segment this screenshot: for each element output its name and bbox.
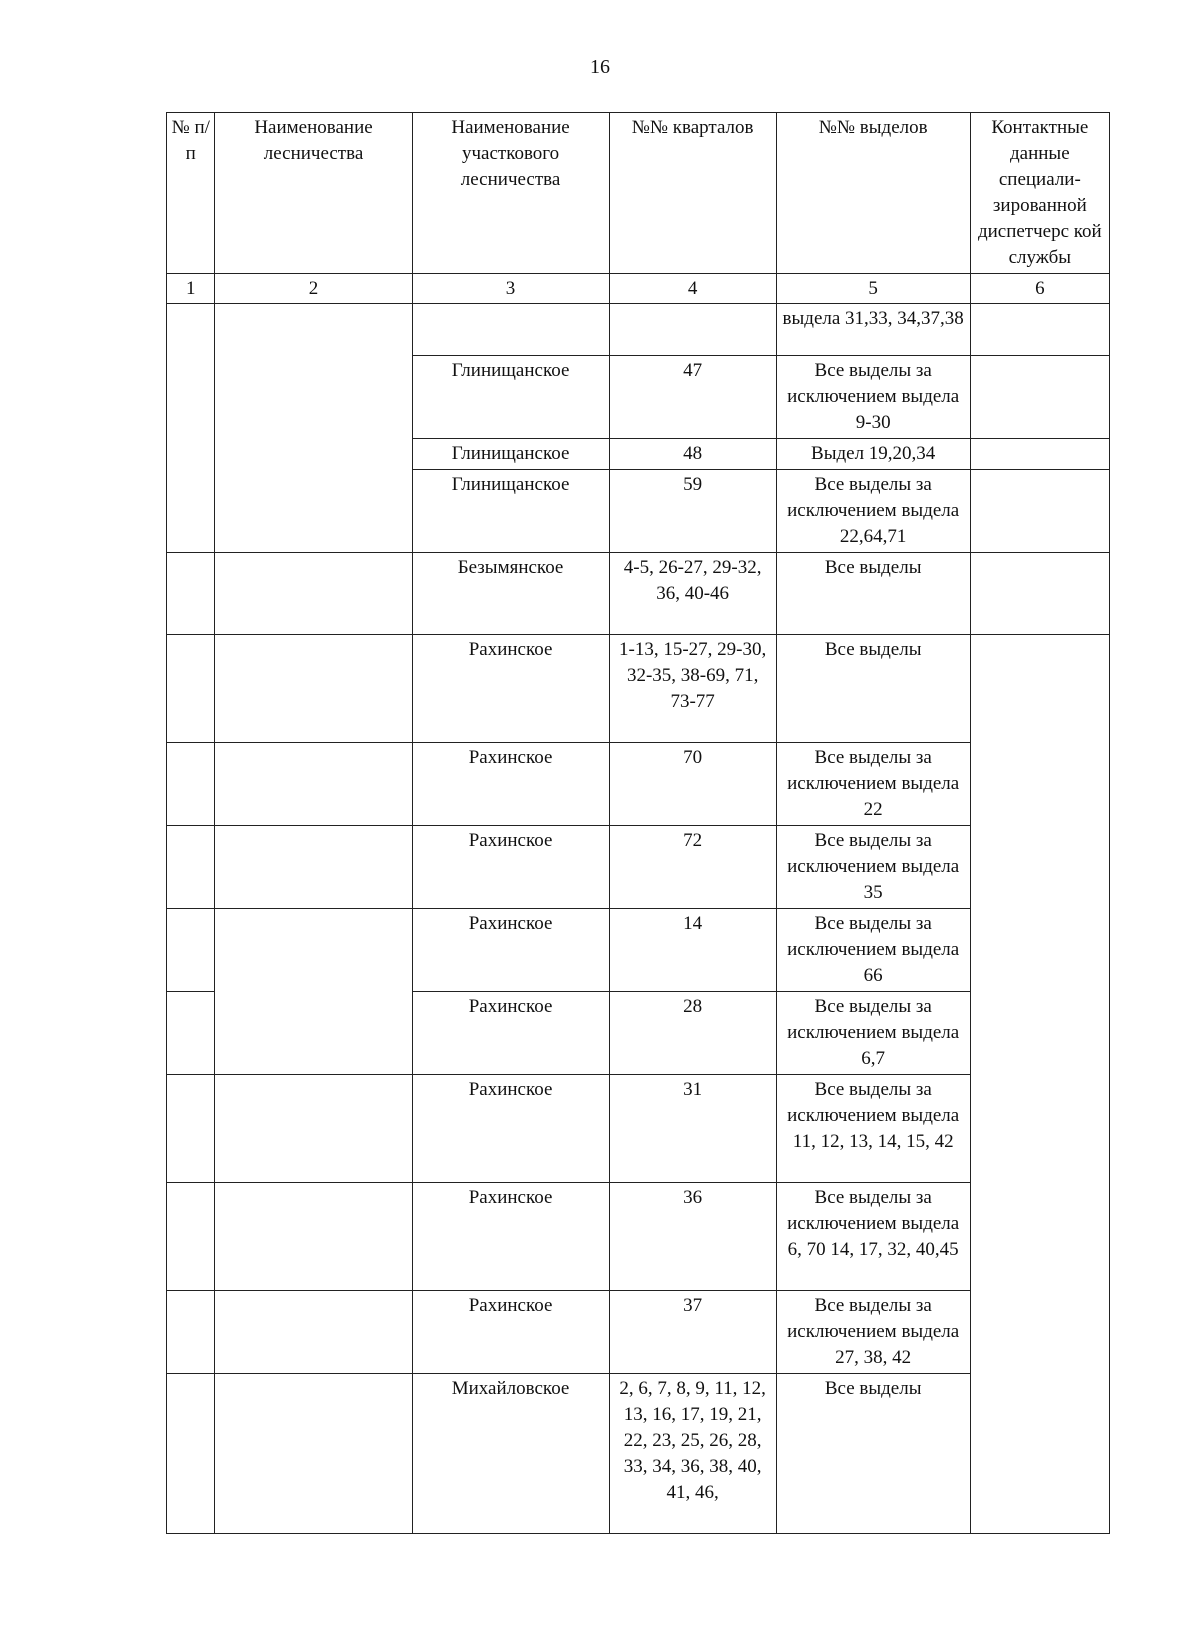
cell-district: Рахинское [412,992,609,1075]
cell-plots: Все выделы за исключением выдела 22 [776,743,970,826]
cell-plots: Все выделы за исключением выдела 27, 38, 42 [776,1291,970,1374]
cell-district: Безымянское [412,553,609,635]
cell-num [167,1374,215,1534]
cell-plots: Все выделы за исключением выдела 66 [776,909,970,992]
column-number: 3 [412,274,609,304]
header-cell: №№ кварталов [609,113,776,274]
table-row [167,553,1110,635]
cell-district: Глинищанское [412,470,609,553]
cell-plots: Все выделы [776,553,970,635]
cell-plots: Все выделы [776,635,970,743]
cell-district: Рахинское [412,1075,609,1183]
cell-forestry [215,553,412,635]
cell-num [167,909,215,992]
cell-forestry [215,743,412,826]
cell-quarters: 14 [609,909,776,992]
column-number: 1 [167,274,215,304]
cell-quarters: 1-13, 15-27, 29-30, 32-35, 38-69, 71, 73-77 [609,635,776,743]
table-row [167,1183,1110,1291]
cell-plots: Все выделы за исключением выдела 6,7 [776,992,970,1075]
cell-quarters: 48 [609,439,776,470]
cell-num [167,826,215,909]
cell-num [167,1291,215,1374]
cell-quarters [609,304,776,356]
cell-plots: Все выделы за исключением выдела 9-30 [776,356,970,439]
header-row [167,113,1110,274]
column-number: 4 [609,274,776,304]
column-number: 5 [776,274,970,304]
cell-num [167,304,215,553]
cell-contacts [970,439,1109,470]
cell-plots: Все выделы за исключением выдела 6, 70 14, 17, 32, 40,45 [776,1183,970,1291]
table-row [167,1075,1110,1183]
column-number: 6 [970,274,1109,304]
cell-quarters: 72 [609,826,776,909]
table-row [167,1374,1110,1534]
cell-district: Рахинское [412,743,609,826]
cell-district [412,304,609,356]
cell-plots: Выдел 19,20,34 [776,439,970,470]
cell-forestry [215,1291,412,1374]
cell-district: Рахинское [412,635,609,743]
cell-num [167,1183,215,1291]
cell-quarters: 47 [609,356,776,439]
cell-quarters: 4-5, 26-27, 29-32, 36, 40-46 [609,553,776,635]
cell-forestry [215,1183,412,1291]
cell-district: Глинищанское [412,356,609,439]
column-number: 2 [215,274,412,304]
cell-plots: Все выделы за исключением выдела 22,64,71 [776,470,970,553]
cell-district: Рахинское [412,1291,609,1374]
cell-num [167,1075,215,1183]
cell-num [167,743,215,826]
cell-num [167,553,215,635]
cell-contacts [970,304,1109,356]
cell-num [167,635,215,743]
header-cell: Наименование участкового лесничества [412,113,609,274]
cell-forestry [215,1075,412,1183]
cell-forestry [215,909,412,1075]
cell-contacts [970,553,1109,635]
forestry-table [166,112,1110,1534]
table-row [167,909,1110,992]
cell-plots: Все выделы за исключением выдела 35 [776,826,970,909]
cell-num [167,992,215,1075]
table-row [167,304,1110,356]
cell-district: Рахинское [412,1183,609,1291]
cell-contacts [970,470,1109,553]
cell-quarters: 36 [609,1183,776,1291]
header-cell: Наименование лесничества [215,113,412,274]
cell-forestry [215,635,412,743]
cell-forestry [215,304,412,553]
cell-quarters: 2, 6, 7, 8, 9, 11, 12, 13, 16, 17, 19, 21, 22, 23, 25, 26, 28, 33, 34, 36, 38, 40, 41, 46, [609,1374,776,1534]
cell-quarters: 70 [609,743,776,826]
cell-plots: Все выделы за исключением выдела 11, 12, 13, 14, 15, 42 [776,1075,970,1183]
cell-district: Михайловское [412,1374,609,1534]
table-row [167,826,1110,909]
column-number-row [167,274,1110,304]
table-row [167,1291,1110,1374]
cell-forestry [215,826,412,909]
cell-quarters: 37 [609,1291,776,1374]
cell-contacts [970,356,1109,439]
header-cell: №№ выделов [776,113,970,274]
cell-district: Рахинское [412,909,609,992]
cell-plots: Все выделы [776,1374,970,1534]
page-number: 16 [590,56,610,78]
cell-district: Глинищанское [412,439,609,470]
cell-quarters: 59 [609,470,776,553]
header-cell: Контактные данные специали-зированной диспетчерс кой службы [970,113,1109,274]
cell-plots: выдела 31,33, 34,37,38 [776,304,970,356]
table-row [167,743,1110,826]
cell-quarters: 31 [609,1075,776,1183]
header-cell: № п/п [167,113,215,274]
cell-district: Рахинское [412,826,609,909]
cell-contacts [970,635,1109,1534]
table-row [167,635,1110,743]
cell-quarters: 28 [609,992,776,1075]
cell-forestry [215,1374,412,1534]
